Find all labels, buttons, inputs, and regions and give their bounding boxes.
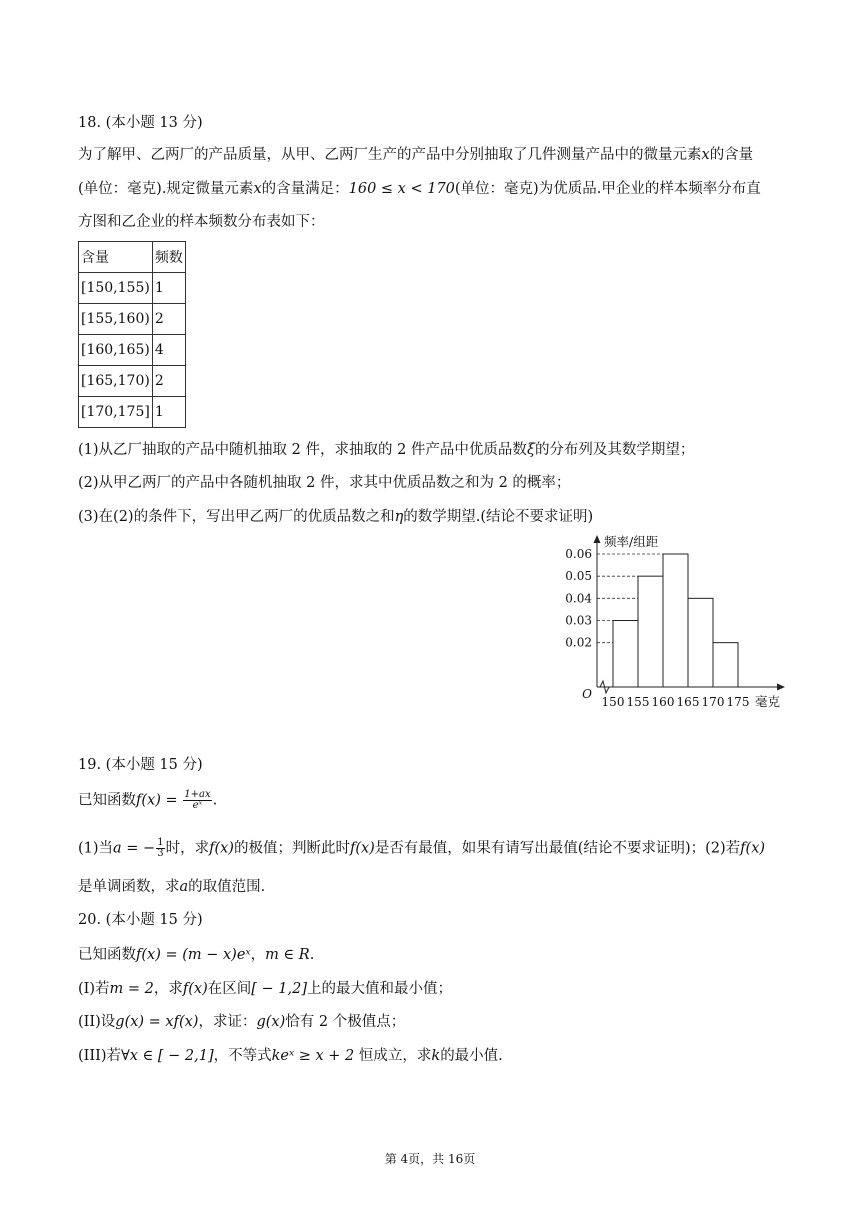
q18-stem-line1: 为了解甲、乙两厂的产品质量，从甲、乙两厂生产的产品中分别抽取了几件测量产品中的微量元素x的含量: [78, 147, 754, 163]
q18-part1: (1)从乙厂抽取的产品中随机抽取 2 件，求抽取的 2 件产品中优质品数ξ的分布列及其数学期望；: [78, 442, 695, 458]
table-cell: 2: [152, 304, 185, 335]
table-row: [79, 366, 186, 397]
table-cell: [165,170): [79, 366, 153, 397]
y-axis-arrow: [594, 535, 601, 543]
q18-stem-line2: (单位：毫克).规定微量元素x的含量满足：160 ≤ x < 170(单位：毫克)为优质品.甲企业的样本频率分布直: [78, 181, 761, 197]
table-cell: [160,165): [79, 335, 153, 366]
q20-heading: 20. (本小题 15 分): [78, 912, 203, 928]
q18-heading: 18. (本小题 13 分): [78, 115, 203, 131]
frequency-histogram: [555, 533, 787, 718]
fraction: $\frac{1+ax}{\text{eˣ}}$: [184, 789, 211, 811]
x-axis-arrow: [777, 684, 785, 691]
table-cell: [150,155): [79, 273, 153, 304]
histogram-bar: [638, 576, 663, 687]
table-header-row: [79, 242, 186, 273]
q18-part2: (2)从甲乙两厂的产品中各随机抽取 2 件，求其中优质品数之和为 2 的概率；: [78, 475, 571, 491]
table-row: [79, 335, 186, 366]
y-tick-label: 0.03: [565, 613, 592, 628]
table-row: [79, 273, 186, 304]
histogram-bar: [688, 598, 713, 687]
y-tick-label: 0.04: [565, 591, 592, 606]
x-tick-label: 175: [726, 695, 750, 709]
q20-definition: 已知函数f(x) = (m − x)eˣ，m ∈ R.: [78, 947, 315, 963]
y-tick-label: 0.06: [565, 547, 592, 561]
table-cell: [170,175]: [79, 397, 153, 428]
x-tick-label: 160: [651, 695, 675, 709]
x-axis-label: 毫克: [755, 694, 781, 709]
table-row: [79, 304, 186, 335]
x-tick-label: 170: [701, 695, 725, 709]
x-tick-label: 155: [626, 695, 650, 709]
fraction: $\frac{1}{3}$: [157, 837, 164, 859]
origin-label: O: [582, 687, 592, 701]
table-header-cell: 频数: [152, 242, 185, 273]
q20-part1: (I)若m = 2，求f(x)在区间[ − 1,2]上的最大值和最小值；: [78, 981, 452, 997]
x-tick-label: 165: [676, 695, 700, 709]
table-row: [79, 397, 186, 428]
table-cell: 1: [152, 397, 185, 428]
q18-stem-line3: 方图和乙企业的样本频数分布表如下：: [78, 214, 325, 230]
q20-part3: (III)若∀x ∈ [ − 2,1]，不等式keˣ ≥ x + 2 恒成立，求k的最小值.: [78, 1048, 503, 1064]
y-tick-label: 0.02: [565, 635, 592, 650]
q18-part3: (3)在(2)的条件下，写出甲乙两厂的优质品数之和η的数学期望.(结论不要求证明): [78, 509, 594, 525]
y-tick-label: 0.05: [565, 569, 592, 584]
x-tick-label: 150: [601, 695, 625, 709]
page-footer: 第 4页，共 16页: [384, 1152, 476, 1166]
histogram-bar: [663, 554, 688, 687]
q19-heading: 19. (本小题 15 分): [78, 757, 203, 773]
q19-part2: 是单调函数，求a的取值范围.: [78, 879, 266, 895]
table-cell: 4: [152, 335, 185, 366]
q20-part2: (II)设g(x) = xf(x)，求证：g(x)恰有 2 个极值点；: [78, 1014, 406, 1030]
q19-definition: 已知函数f(x) = $\frac{1+ax}{\text{eˣ}}$ .: [78, 789, 218, 811]
frequency-table: [78, 241, 186, 428]
histogram-bar: [713, 643, 738, 687]
y-axis-label: 频率/组距: [604, 534, 659, 549]
table-header-cell: 含量: [79, 242, 153, 273]
table-cell: 2: [152, 366, 185, 397]
q19-part1: (1)当a = − $\frac{1}{3}$ 时，求f(x)的极值；判断此时f(x)是否有最值，如果有请写出最值(结论不要求证明)；(2)若f(x): [78, 837, 766, 859]
table-cell: [155,160): [79, 304, 153, 335]
table-cell: 1: [152, 273, 185, 304]
histogram-bar: [613, 621, 638, 688]
